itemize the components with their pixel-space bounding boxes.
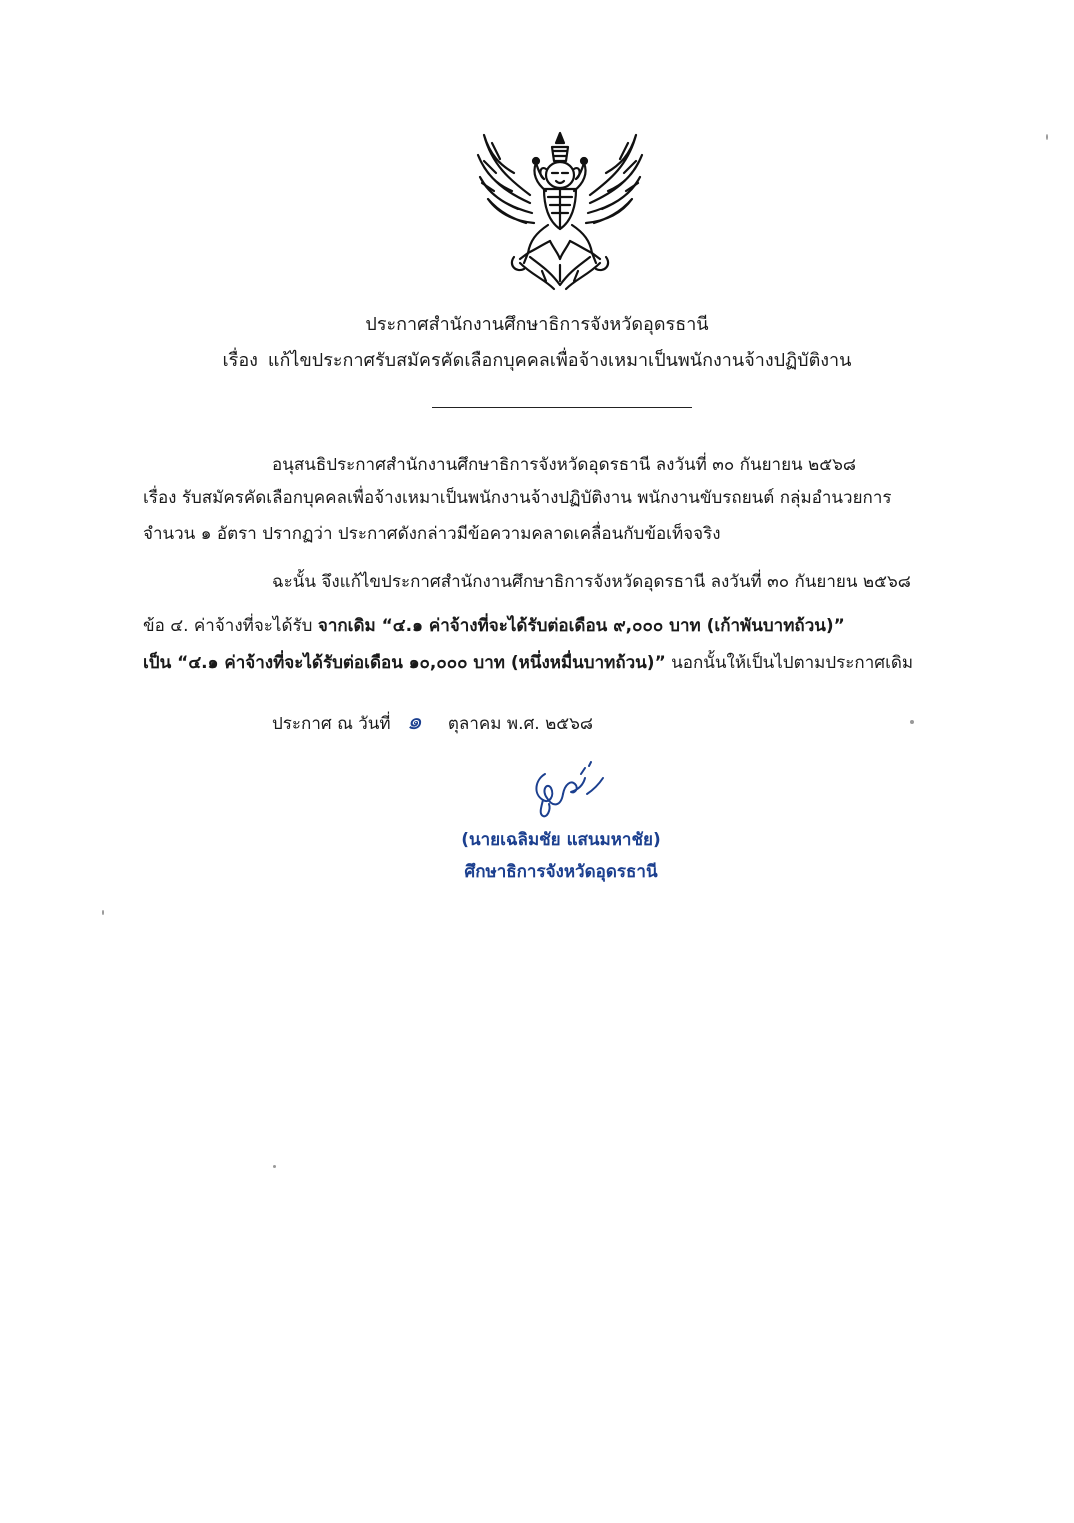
subject-line bbox=[0, 348, 1074, 374]
clause-reference: ข้อ ๔. ค่าจ้างที่จะได้รับ bbox=[143, 616, 318, 636]
date-month-year: ตุลาคม พ.ศ. ๒๕๖๘ bbox=[447, 714, 594, 734]
issuer-title: ประกาศสำนักงานศึกษาธิการจังหวัดอุดรธานี bbox=[365, 314, 709, 335]
title-divider bbox=[432, 407, 692, 408]
subject-text: แก้ไขประกาศรับสมัครคัดเลือกบุคคลเพื่อจ้างเหมาเป็นพนักงานจ้างปฏิบัติงาน bbox=[267, 350, 852, 371]
paragraph2-line2 bbox=[143, 613, 973, 639]
scan-speck bbox=[910, 720, 914, 724]
paragraph2-line1: ฉะนั้น จึงแก้ไขประกาศสำนักงานศึกษาธิการจังหวัดอุดรธานี ลงวันที่ ๓๐ กันยายน ๒๕๖๘ bbox=[272, 572, 911, 592]
garuda-emblem-icon bbox=[470, 125, 650, 295]
signatory-name: (นายเฉลิมชัย แสนมหาชัย) bbox=[461, 830, 661, 850]
paragraph2-line3 bbox=[143, 650, 973, 676]
signatory-position: ศึกษาธิการจังหวัดอุดรธานี bbox=[464, 862, 658, 882]
scan-speck bbox=[1046, 134, 1048, 140]
subject-label: เรื่อง bbox=[222, 350, 258, 371]
remainder-text: นอกนั้นให้เป็นไปตามประกาศเดิม bbox=[665, 653, 914, 673]
handwritten-signature bbox=[525, 760, 615, 820]
announcement-date bbox=[272, 707, 593, 738]
scan-speck bbox=[273, 1165, 276, 1168]
old-wage-text: จากเดิม “๔.๑ ค่าจ้างที่จะได้รับต่อเดือน ๙,๐๐๐ บาท (เก้าพันบาทถ้วน)” bbox=[317, 616, 845, 636]
date-day-handwritten: ๑ bbox=[406, 707, 422, 735]
paragraph1-line2: เรื่อง รับสมัครคัดเลือกบุคคลเพื่อจ้างเหมาเป็นพนักงานจ้างปฏิบัติงาน พนักงานขับรถยนต์ กลุ่มอำนวยการ bbox=[143, 488, 892, 508]
date-prefix: ประกาศ ณ วันที่ bbox=[272, 714, 391, 734]
paragraph1-line1: อนุสนธิประกาศสำนักงานศึกษาธิการจังหวัดอุดรธานี ลงวันที่ ๓๐ กันยายน ๒๕๖๘ bbox=[272, 455, 857, 475]
paragraph1-line3: จำนวน ๑ อัตรา ปรากฏว่า ประกาศดังกล่าวมีข้อความคลาดเคลื่อนกับข้อเท็จจริง bbox=[143, 524, 721, 544]
scan-speck bbox=[102, 910, 104, 915]
new-wage-text: เป็น “๔.๑ ค่าจ้างที่จะได้รับต่อเดือน ๑๐,๐๐๐ บาท (หนึ่งหมื่นบาทถ้วน)” bbox=[143, 653, 666, 673]
